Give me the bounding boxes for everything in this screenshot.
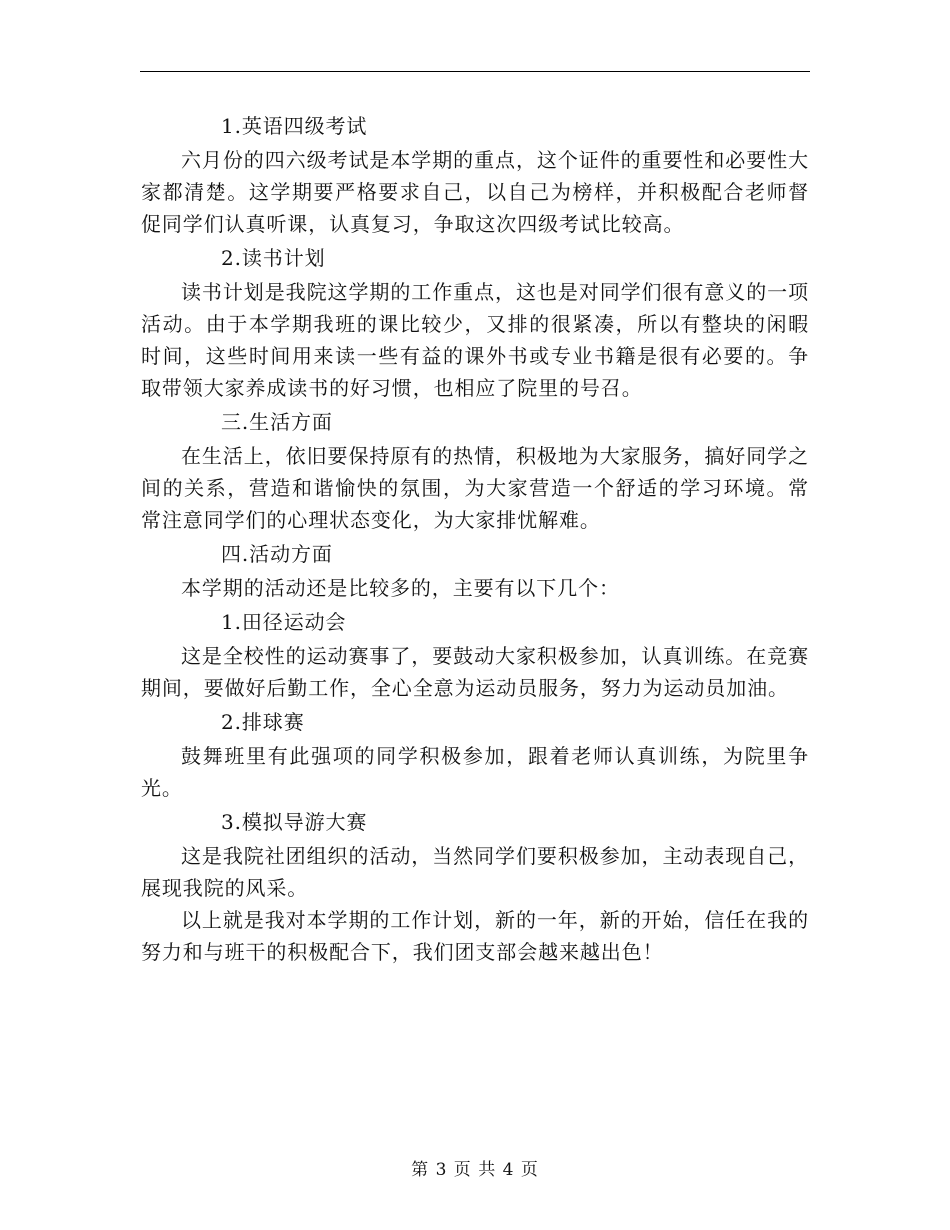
heading-title: 排球赛 bbox=[241, 710, 305, 734]
heading-number: 1. bbox=[221, 610, 242, 634]
heading-title: 活动方面 bbox=[249, 542, 333, 566]
heading-title: 英语四级考试 bbox=[241, 114, 368, 138]
heading-number: 1. bbox=[221, 114, 242, 138]
page-number-footer: 第 3 页 共 4 页 bbox=[411, 1160, 539, 1180]
paragraph: 这是全校性的运动赛事了，要鼓动大家积极参加，认真训练。在竞赛期间，要做好后勤工作，全心全意为运动员服务，努力为运动员加油。 bbox=[141, 644, 809, 700]
section-heading bbox=[141, 406, 809, 438]
heading-title: 生活方面 bbox=[249, 410, 333, 434]
section-heading bbox=[141, 806, 809, 838]
section-heading bbox=[141, 706, 809, 738]
paragraph: 六月份的四六级考试是本学期的重点，这个证件的重要性和必要性大家都清楚。这学期要严格要求自己，以自己为榜样，并积极配合老师督促同学们认真听课，认真复习，争取这次四级考试比较高。 bbox=[141, 148, 809, 236]
section-heading bbox=[141, 606, 809, 638]
section-heading bbox=[141, 538, 809, 570]
paragraph: 鼓舞班里有此强项的同学积极参加，跟着老师认真训练，为院里争光。 bbox=[141, 744, 809, 800]
heading-number: 2. bbox=[221, 710, 242, 734]
section-heading bbox=[141, 110, 809, 142]
header-rule bbox=[140, 71, 810, 72]
heading-title: 模拟导游大赛 bbox=[241, 810, 368, 834]
heading-number: 2. bbox=[221, 246, 242, 270]
heading-number: 四. bbox=[221, 542, 250, 566]
heading-title: 田径运动会 bbox=[241, 610, 347, 634]
paragraph: 这是我院社团组织的活动，当然同学们要积极参加，主动表现自己，展现我院的风采。 bbox=[141, 844, 809, 900]
paragraph: 在生活上，依旧要保持原有的热情，积极地为大家服务，搞好同学之间的关系，营造和谐愉快的氛围，为大家营造一个舒适的学习环境。常常注意同学们的心理状态变化，为大家排忧解难。 bbox=[141, 444, 809, 532]
document-body bbox=[141, 108, 809, 968]
paragraph: 读书计划是我院这学期的工作重点，这也是对同学们很有意义的一项活动。由于本学期我班的课比较少，又排的很紧凑，所以有整块的闲暇时间，这些时间用来读一些有益的课外书或专业书籍是很有必要的。争取带领大家养成读书的好习惯，也相应了院里的号召。 bbox=[141, 280, 809, 400]
heading-number: 三. bbox=[221, 410, 250, 434]
paragraph: 以上就是我对本学期的工作计划，新的一年，新的开始，信任在我的努力和与班干的积极配合下，我们团支部会越来越出色！ bbox=[141, 908, 809, 964]
section-heading bbox=[141, 242, 809, 274]
heading-title: 读书计划 bbox=[241, 246, 326, 270]
paragraph: 本学期的活动还是比较多的，主要有以下几个： bbox=[181, 576, 620, 600]
heading-number: 3. bbox=[221, 810, 242, 834]
